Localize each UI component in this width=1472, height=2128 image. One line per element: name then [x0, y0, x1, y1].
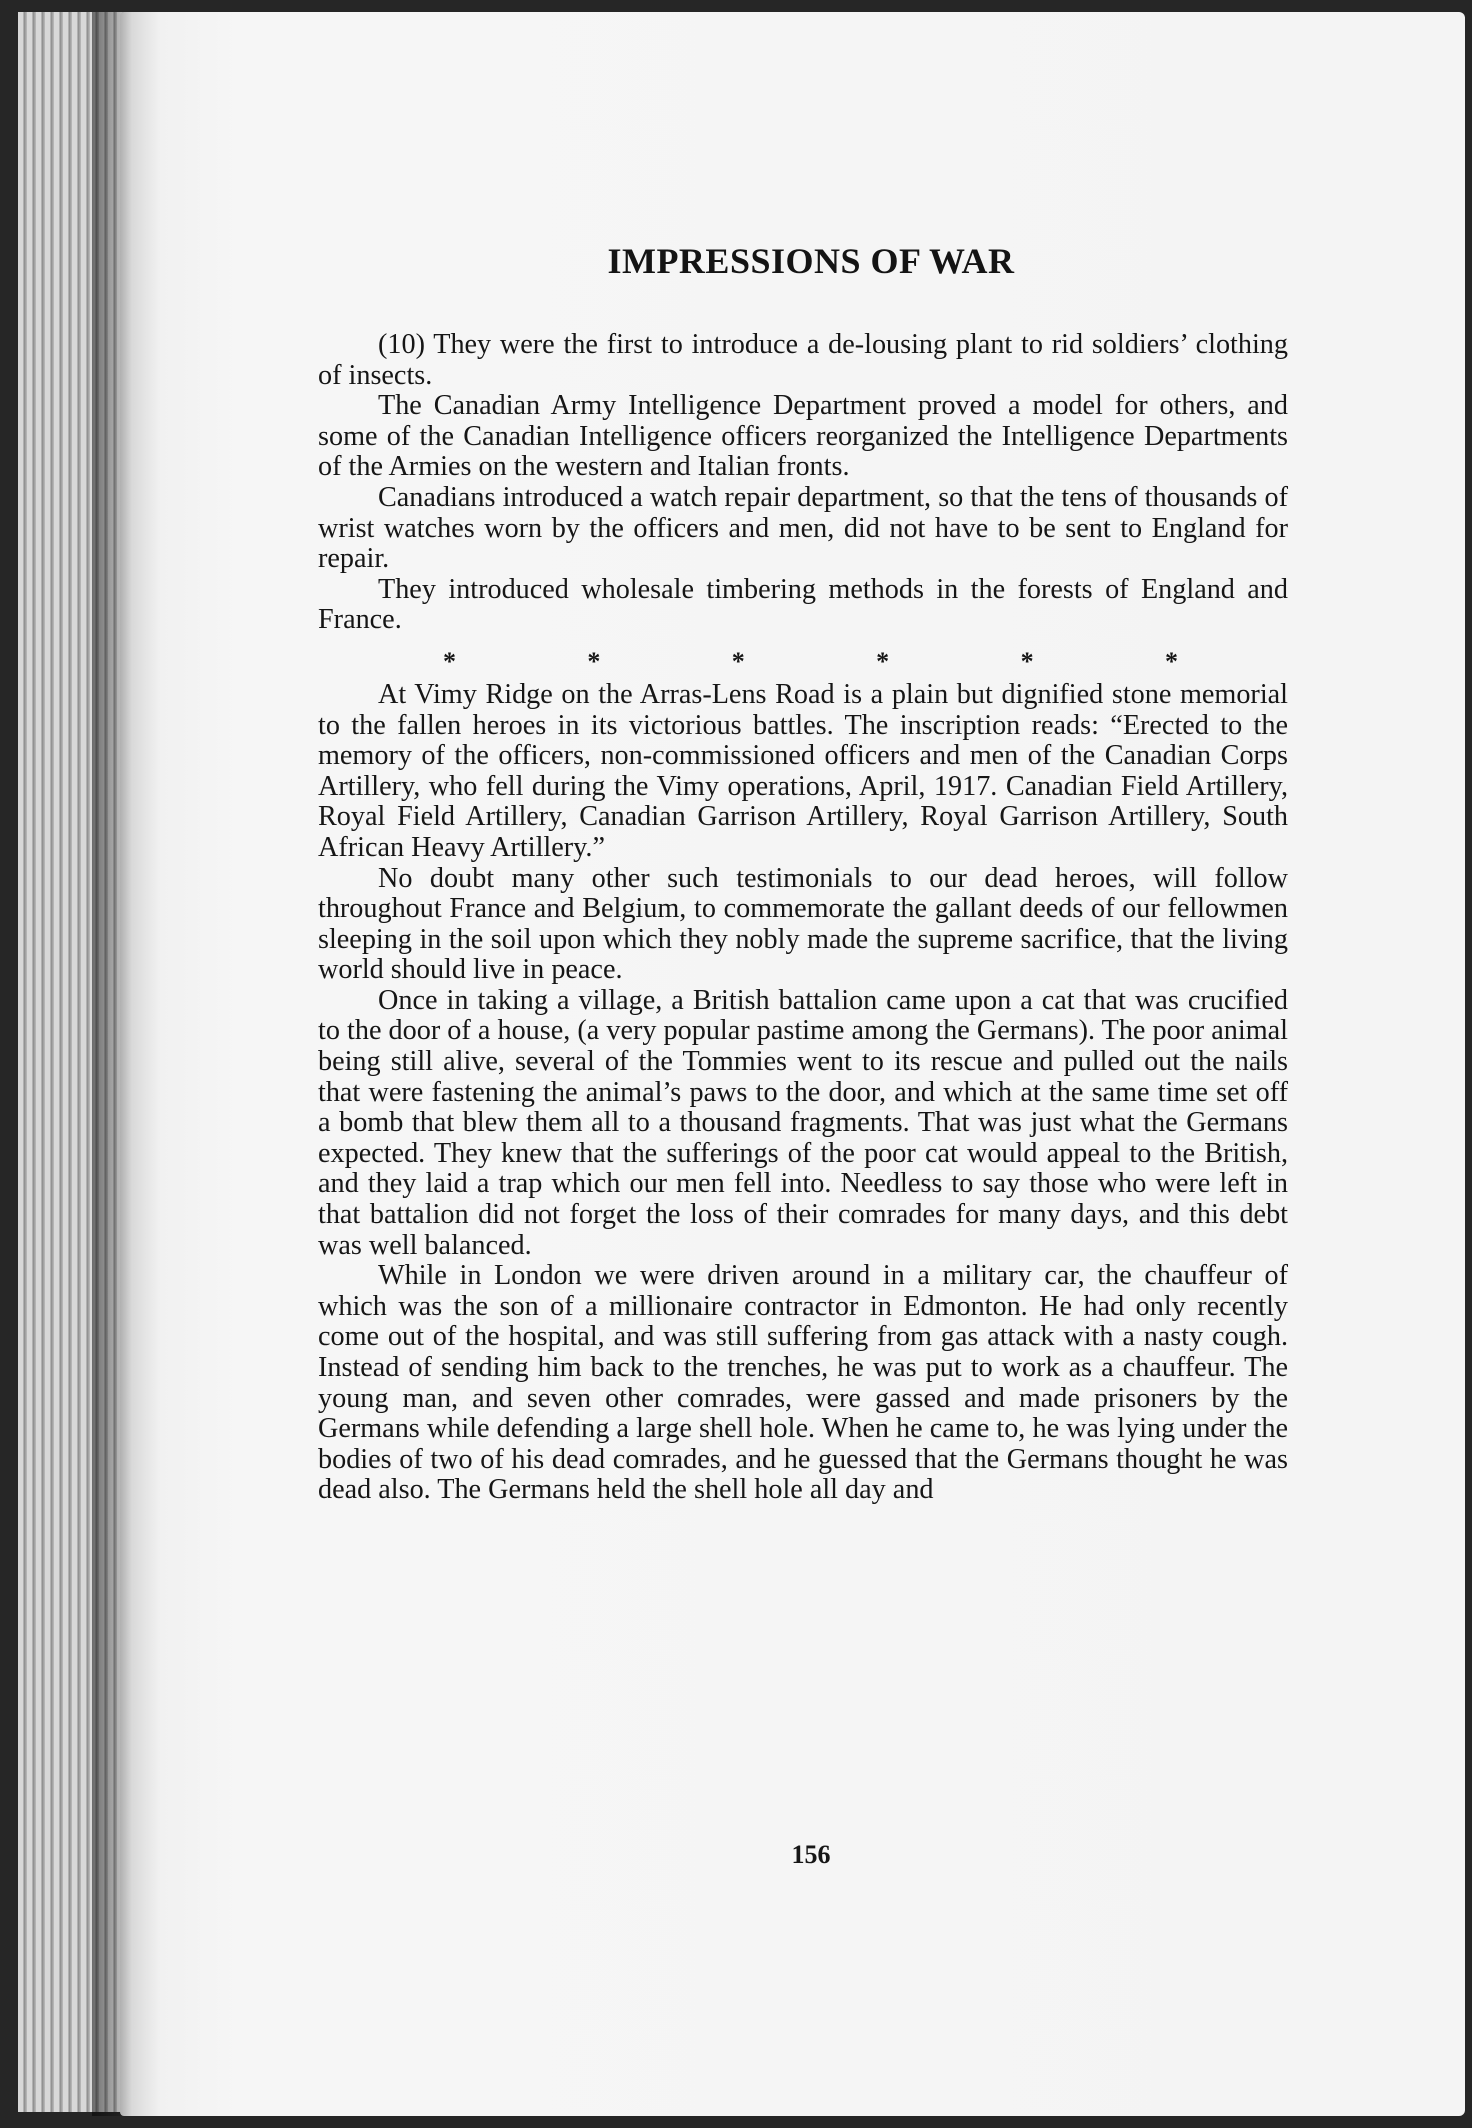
section-break [318, 636, 1288, 680]
asterisk: * [1020, 646, 1034, 676]
paragraph: (10) They were the first to introduce a de-lousing plant to rid soldiers’ clothing of insects. [318, 329, 1288, 391]
asterisk: * [731, 646, 745, 676]
body-text [318, 330, 1288, 1506]
asterisk: * [1164, 646, 1178, 676]
paragraph: Once in taking a village, a British battalion came upon a cat that was crucified to the door of a house, (a very popular pastime among the Germans). The poor animal being still alive, several of the Tommies went to its rescue and pulled out the nails that were fastening the animal’s paws to the door, and which at the same time set off a bomb that blew them all to a thousand fragments. That was just what the Germans expected. They knew that the sufferings of the poor cat would appeal to the British, and they laid a trap which our men fell into. Needless to say those who were left in that battalion did not forget the loss of their comrades for many days, and this debt was well balanced. [318, 984, 1288, 1261]
asterisk: * [443, 646, 456, 676]
paragraph: At Vimy Ridge on the Arras-Lens Road is a plain but dignified stone memorial to the fallen heroes in its victorious battles. The inscription reads: “Erected to the memory of the officers, non-commissioned officers and men of the Canadian Corps Artillery, who fell during the Vimy operations, April, 1917. Canadian Field Artillery, Royal Field Artillery, Canadian Garrison Artillery, Royal Garrison Artillery, South African Heavy Artillery.” [318, 678, 1288, 863]
running-head: IMPRESSIONS OF WAR [607, 241, 1015, 281]
asterisk: * [587, 646, 601, 676]
paragraph: While in London we were driven around in a military car, the chauffeur of which was the son of a millionaire contractor in Edmonton. He had only recently come out of the hospital, and was still suffering from gas attack with a nasty cough. Instead of sending him back to the trenches, he was put to work as a chauffeur. The young man, and seven other comrades, were gassed and made prisoners by the Germans while defending a large shell hole. When he came to, he was lying under the bodies of two of his dead comrades, and he guessed that the Germans thought he was dead also. The Germans held the shell hole all day and [318, 1260, 1288, 1506]
page-number: 156 [791, 1840, 831, 1869]
paragraph: Canadians introduced a watch repair department, so that the tens of thousands of wrist watches worn by the officers and men, did not have to be sent to England for repair. [318, 481, 1288, 575]
paragraph: They introduced wholesale timbering methods in the forests of England and France. [318, 573, 1288, 636]
gutter-shadow [92, 12, 132, 2116]
asterisk: * [876, 646, 890, 676]
paragraph: No doubt many other such testimonials to our dead heroes, will follow throughout France and Belgium, to commemorate the gallant deeds of our fellowmen sleeping in the soil upon which they nobly made the supreme sacrifice, that the living world should live in peace. [318, 862, 1288, 986]
paragraph: The Canadian Army Intelligence Department proved a model for others, and some of the Canadian Intelligence officers reorganized the Intelligence Departments of the Armies on the western and Italian fronts. [318, 390, 1288, 483]
